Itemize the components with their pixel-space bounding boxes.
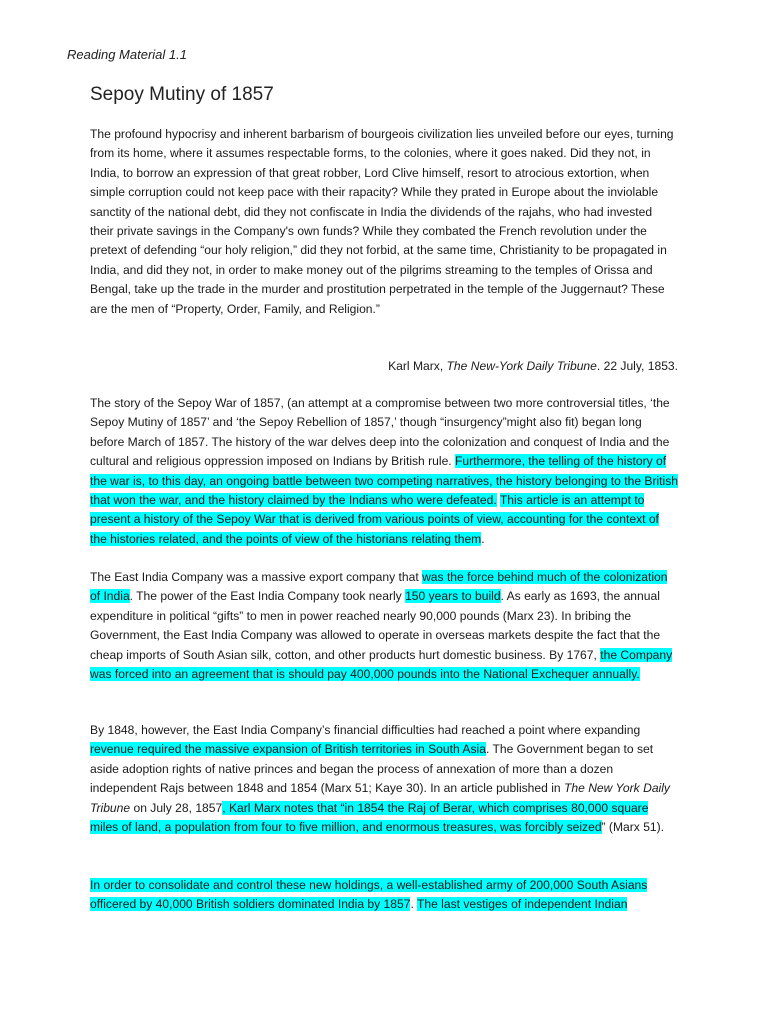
text-run: . As early as 1693, the annual expenditure in political “gifts” to men in power reached nearly 90,000 pounds (Marx 23). In bribing the Government, the East India Company was allowed to operate in overseas markets despite the fact that the cheap imports of South Asian silk, cotton, and other products hurt domestic business. By 1767, <box>90 589 661 662</box>
text-run: . <box>410 897 417 912</box>
highlighted-text: The last vestiges of independent Indian <box>416 897 628 912</box>
italic-text: The New York Daily Tribune <box>90 781 670 815</box>
highlighted-text: the Company was forced into an agreement that is should pay 400,000 pounds into the National Exchequer annually. <box>90 647 673 682</box>
annexation-paragraph <box>90 721 678 837</box>
text-run: on July 28, 1857 <box>130 800 223 815</box>
text-run: The East India Company was a massive export company that <box>90 570 423 584</box>
text-run: ” (Marx 51). <box>601 820 665 835</box>
attribution-source: The New-York Daily Tribune <box>446 359 597 373</box>
highlighted-text: In order to consolidate and control these new holdings, a well-established army of 200,000 South Asians officered by 40,000 British soldiers dominated India by 1857 <box>90 878 648 912</box>
marx-quote-paragraph: The profound hypocrisy and inherent barbarism of bourgeois civilization lies unveiled before our eyes, turning from its home, where it assumes respectable forms, to the colonies, where it goes naked. Did they not, in India, to borrow an expression of that great robber, Lord Clive himself, resort to atrocious extortion, when simple corruption could not keep pace with their rapacity? While they prated in Europe about the inviolable sanctity of the national debt, did they not confiscate in India the dividends of the rajahs, who had invested their private savings in the Company's own funds? While they combated the French revolution under the pretext of defending “our holy religion,” did they not forbid, at the same time, Christianity to be propagated in India, and did they not, in order to make money out of the pilgrims streaming to the temples of Orissa and Bengal, take up the trade in the murder and prostitution perpetrated in the temple of the Juggernaut? These are the men of “Property, Order, Family, and Religion.” <box>90 127 674 316</box>
intro-paragraph <box>90 394 678 549</box>
text-run: By 1848, however, the East India Company’s financial difficulties had reached a point where expanding <box>90 723 641 737</box>
highlighted-text: was the force behind much of the colonization of India <box>90 570 668 604</box>
attribution-date: . 22 July, 1853. <box>596 359 678 373</box>
reading-material-label: Reading Material 1.1 <box>67 47 187 62</box>
east-india-company-paragraph <box>90 568 678 684</box>
text-run: . <box>481 531 485 546</box>
highlighted-text: This article is an attempt to present a history of the Sepoy War that is derived from various points of view, accounting for the context of the histories related, and the points of view of the historians relating them <box>90 493 659 546</box>
highlighted-text: , Karl Marx notes that “in 1854 the Raj of Berar, which comprises 80,000 square miles of land, a population from four to five million, and enormous treasures, was forcibly seized <box>90 800 649 835</box>
text-run: . The power of the East India Company took nearly <box>129 589 406 604</box>
attribution-author: Karl Marx, <box>388 359 447 373</box>
army-paragraph <box>90 876 678 915</box>
text-run: . The Government began to set aside adoption rights of native princes and began the process of annexation of more than a dozen independent Rajs between 1848 and 1854 (Marx 51; Kaye 30). In an article published in <box>90 742 654 796</box>
quote-attribution <box>388 357 678 376</box>
highlighted-text: 150 years to build <box>405 589 501 604</box>
highlighted-text: Furthermore, the telling of the history of the war is, to this day, an ongoing battle between two competing narratives, the history belonging to the British that won the war, and the history claimed by the Indians who were defeated. <box>90 454 679 508</box>
text-run: The story of the Sepoy War of 1857, (an attempt at a compromise between two more controversial titles, ‘the Sepoy Mutiny of 1857’ and ‘the Sepoy Rebellion of 1857,’ though “insurgency”might also fit) began long before March of 1857. The history of the war delves deep into the colonization and conquest of India and the cultural and religious oppression imposed on Indians by British rule. <box>90 396 670 469</box>
highlighted-text: revenue required the massive expansion of British territories in South Asia <box>90 742 486 757</box>
document-title: Sepoy Mutiny of 1857 <box>90 84 274 105</box>
